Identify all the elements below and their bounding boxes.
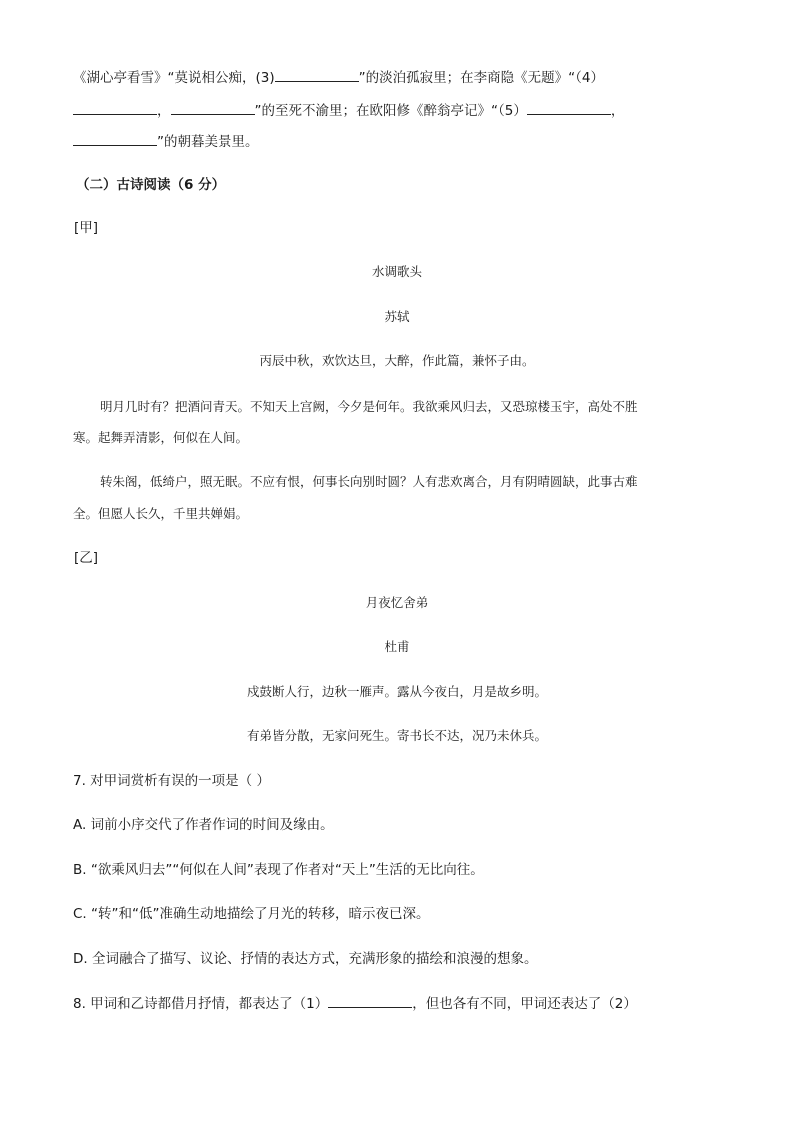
answer-blank-5a[interactable]	[527, 100, 611, 115]
answer-blank-5b[interactable]	[73, 131, 157, 146]
recitation-text: 《湖心亭看雪》“莫说相公痴，(3)	[73, 70, 275, 86]
question-7-option-b: B. “欲乘风归去”“何似在人间”表现了作者对“天上”生活的无比向往。	[73, 862, 484, 878]
recitation-line-1	[73, 67, 604, 88]
answer-blank-4a[interactable]	[73, 100, 157, 115]
poem-b-title: 月夜忆舍弟	[365, 595, 429, 610]
question-7-option-a: A. 词前小序交代了作者作词的时间及缘由。	[73, 817, 334, 833]
answer-blank-8-1[interactable]	[328, 993, 412, 1008]
recitation-line-3	[73, 131, 259, 152]
poem-b-line-2: 有弟皆分散，无家问死生。寄书长不达，况乃未休兵。	[246, 728, 547, 743]
recitation-text: ，	[610, 103, 625, 119]
question-7-option-c: C. “转”和“低”准确生动地描绘了月光的转移，暗示夜已深。	[73, 906, 430, 922]
question-7-stem: 7. 对甲词赏析有误的一项是（ ）	[73, 773, 270, 789]
section-heading: （二）古诗阅读（6 分）	[76, 177, 226, 193]
poem-a-label: [甲]	[74, 220, 99, 236]
answer-blank-4b[interactable]	[171, 100, 255, 115]
poem-a-title: 水调歌头	[371, 264, 422, 279]
question-8-text: ，但也各有不同，甲词还表达了（2）	[412, 996, 637, 1012]
poem-a-paragraph-1-line-1: 明月几时有？把酒问青天。不知天上宫阙，今夕是何年。我欲乘风归去，又恐琼楼玉宇，高处不胜	[100, 399, 638, 414]
poem-b-label: [乙]	[74, 550, 99, 566]
poem-a-paragraph-2-line-1: 转朱阁，低绮户，照无眠。不应有恨，何事长向别时圆？人有悲欢离合，月有阴晴圆缺，此事古难	[100, 474, 638, 489]
poem-a-preface: 丙辰中秋，欢饮达旦，大醉，作此篇，兼怀子由。	[259, 353, 535, 368]
question-7-option-d: D. 全词融合了描写、议论、抒情的表达方式，充满形象的描绘和浪漫的想象。	[73, 951, 538, 967]
poem-a-author: 苏轼	[384, 309, 410, 324]
poem-a-paragraph-1-line-2: 寒。起舞弄清影，何似在人间。	[73, 430, 249, 445]
question-8	[73, 993, 637, 1014]
poem-b-author: 杜甫	[384, 639, 410, 654]
question-8-text: 8. 甲词和乙诗都借月抒情，都表达了（1）	[73, 996, 329, 1012]
poem-a-paragraph-2-line-2: 全。但愿人长久，千里共婵娟。	[73, 506, 249, 521]
recitation-text: ”的朝暮美景里。	[157, 134, 259, 150]
recitation-line-2	[73, 100, 624, 121]
answer-blank-3[interactable]	[275, 67, 359, 82]
recitation-text: ，	[157, 103, 171, 119]
recitation-text: ”的淡泊孤寂里；在李商隐《无题》“（4）	[358, 70, 604, 86]
recitation-text: ”的至死不渝里；在欧阳修《醉翁亭记》“（5）	[254, 103, 527, 119]
poem-b-line-1: 戍鼓断人行，边秋一雁声。露从今夜白，月是故乡明。	[246, 684, 547, 699]
